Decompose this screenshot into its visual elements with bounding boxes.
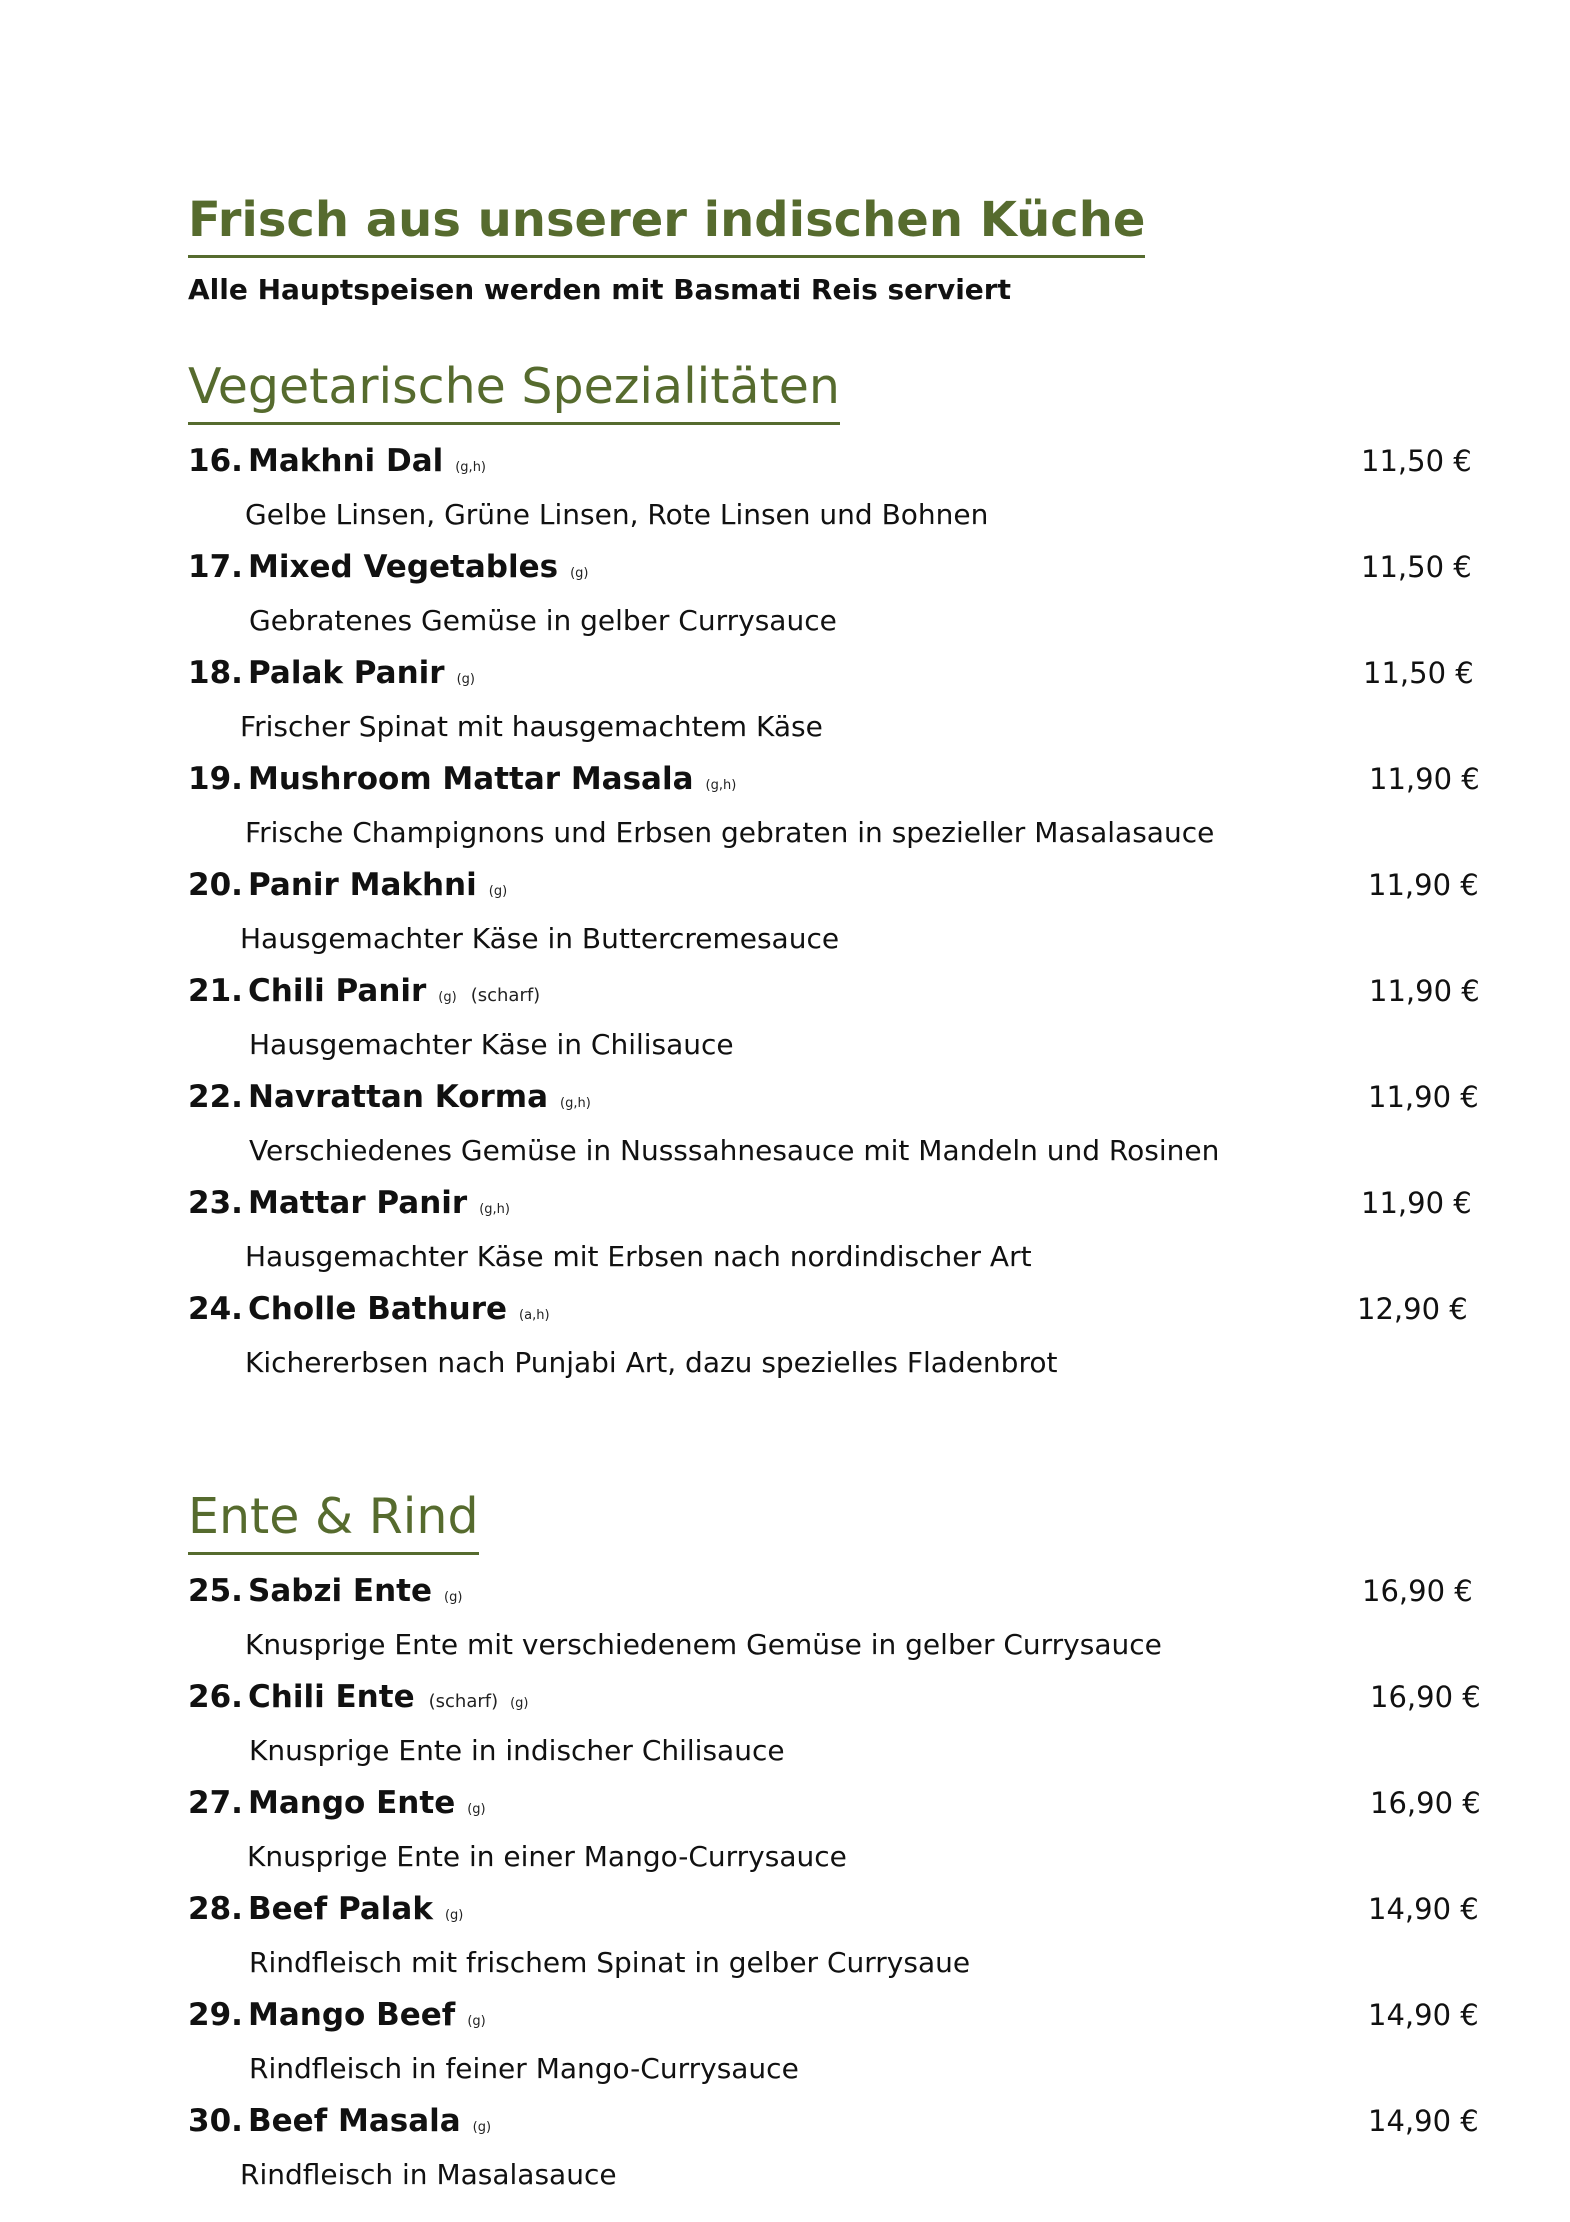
item-price: 11,50 € [1363,656,1474,690]
item-price: 16,90 € [1362,1574,1473,1608]
item-number: 27. [188,1785,243,1821]
item-name: Cholle Bathure [248,1291,508,1327]
allergen-tag: (g) [467,2014,486,2029]
allergen-tag: (g) [444,1908,464,1923]
menu-item [0,1884,1570,1990]
item-number: 23. [188,1185,243,1221]
menu-item [0,1672,1570,1778]
item-number: 19. [188,761,243,797]
spicy-tag: (scharf) [428,1691,499,1712]
item-price: 14,90 € [1368,1998,1479,2032]
item-name: Mushroom Mattar Masala [248,761,694,797]
menu-item [0,860,1570,966]
item-name: Beef Masala [248,2103,461,2139]
item-price: 16,90 € [1370,1680,1481,1714]
item-price: 11,50 € [1361,550,1472,584]
allergen-tag: (g,h) [479,1202,510,1217]
item-number: 17. [188,549,243,585]
item-description: Gelbe Linsen, Grüne Linsen, Rote Linsen und Bohnen [245,498,989,531]
page-title: Frisch aus unserer indischen Küche [188,185,1145,258]
page-subtitle: Alle Hauptspeisen werden mit Basmati Reis serviert [188,273,1011,306]
allergen-tag: (g) [472,2120,492,2135]
item-price: 11,90 € [1361,1186,1472,1220]
item-description: Hausgemachter Käse in Chilisauce [249,1028,734,1061]
item-price: 16,90 € [1370,1786,1481,1820]
allergen-tag: (g,h) [560,1096,591,1111]
menu-item [0,1072,1570,1178]
menu-item [0,1778,1570,1884]
allergen-tag: (g) [467,1802,486,1817]
item-name: Mattar Panir [248,1185,468,1221]
item-number: 24. [188,1291,243,1327]
section-title-duck-beef: Ente & Rind [188,1482,479,1555]
allergen-tag: (g) [456,672,475,687]
item-description: Knusprige Ente in indischer Chilisauce [249,1734,785,1767]
item-description: Gebratenes Gemüse in gelber Currysauce [249,604,837,637]
menu-item [0,648,1570,754]
item-description: Rindfleisch in Masalasauce [240,2158,617,2191]
item-description: Kichererbsen nach Punjabi Art, dazu spezielles Fladenbrot [245,1346,1058,1379]
item-name: Beef Palak [248,1891,433,1927]
menu-item [0,966,1570,1072]
item-name: Mixed Vegetables [248,549,559,585]
item-name: Makhni Dal [248,443,444,479]
item-name: Navrattan Korma [248,1079,548,1115]
item-description: Hausgemachter Käse in Buttercremesauce [240,922,840,955]
item-name: Mango Ente [248,1785,456,1821]
item-price: 14,90 € [1368,1892,1479,1926]
item-price: 11,90 € [1369,762,1480,796]
menu-item [0,1284,1570,1390]
item-price: 11,90 € [1368,1080,1479,1114]
menu-item [0,1178,1570,1284]
item-name: Sabzi Ente [248,1573,433,1609]
allergen-tag: (g,h) [455,460,487,475]
spicy-tag: (scharf) [470,985,541,1006]
allergen-tag: (a,h) [519,1308,550,1323]
menu-item [0,542,1570,648]
item-description: Frischer Spinat mit hausgemachtem Käse [240,710,823,743]
menu-item [0,1566,1570,1672]
item-description: Verschiedenes Gemüse in Nusssahnesauce mit Mandeln und Rosinen [249,1134,1220,1167]
item-description: Knusprige Ente in einer Mango-Currysauce [247,1840,847,1873]
allergen-tag: (g) [570,566,589,581]
item-number: 30. [188,2103,243,2139]
item-name: Panir Makhni [248,867,477,903]
item-description: Rindfleisch mit frischem Spinat in gelber Currysaue [249,1946,971,1979]
item-price: 14,90 € [1368,2104,1479,2138]
item-number: 22. [188,1079,243,1115]
item-name: Chili Ente [248,1679,415,1715]
allergen-tag: (g) [510,1696,529,1711]
menu-item [0,754,1570,860]
item-number: 16. [188,443,243,479]
item-price: 12,90 € [1357,1292,1468,1326]
item-number: 25. [188,1573,243,1609]
item-price: 11,90 € [1369,974,1480,1008]
item-name: Mango Beef [248,1997,456,2033]
item-number: 20. [188,867,243,903]
item-number: 28. [188,1891,243,1927]
item-number: 26. [188,1679,243,1715]
allergen-tag: (g,h) [705,778,737,793]
item-description: Hausgemachter Käse mit Erbsen nach nordindischer Art [245,1240,1032,1273]
allergen-tag: (g) [438,990,457,1005]
item-name: Chili Panir [248,973,427,1009]
item-price: 11,90 € [1368,868,1479,902]
item-number: 18. [188,655,243,691]
allergen-tag: (g) [444,1590,463,1605]
item-name: Palak Panir [248,655,445,691]
menu-item [0,1990,1570,2096]
item-price: 11,50 € [1361,444,1472,478]
menu-item [0,436,1570,542]
section-title-vegetarian: Vegetarische Spezialitäten [188,352,840,425]
menu-item [0,2096,1570,2202]
item-description: Knusprige Ente mit verschiedenem Gemüse in gelber Currysauce [245,1628,1162,1661]
allergen-tag: (g) [488,884,508,899]
item-number: 21. [188,973,243,1009]
item-number: 29. [188,1997,243,2033]
item-description: Frische Champignons und Erbsen gebraten in spezieller Masalasauce [245,816,1215,849]
item-description: Rindfleisch in feiner Mango-Currysauce [249,2052,799,2085]
